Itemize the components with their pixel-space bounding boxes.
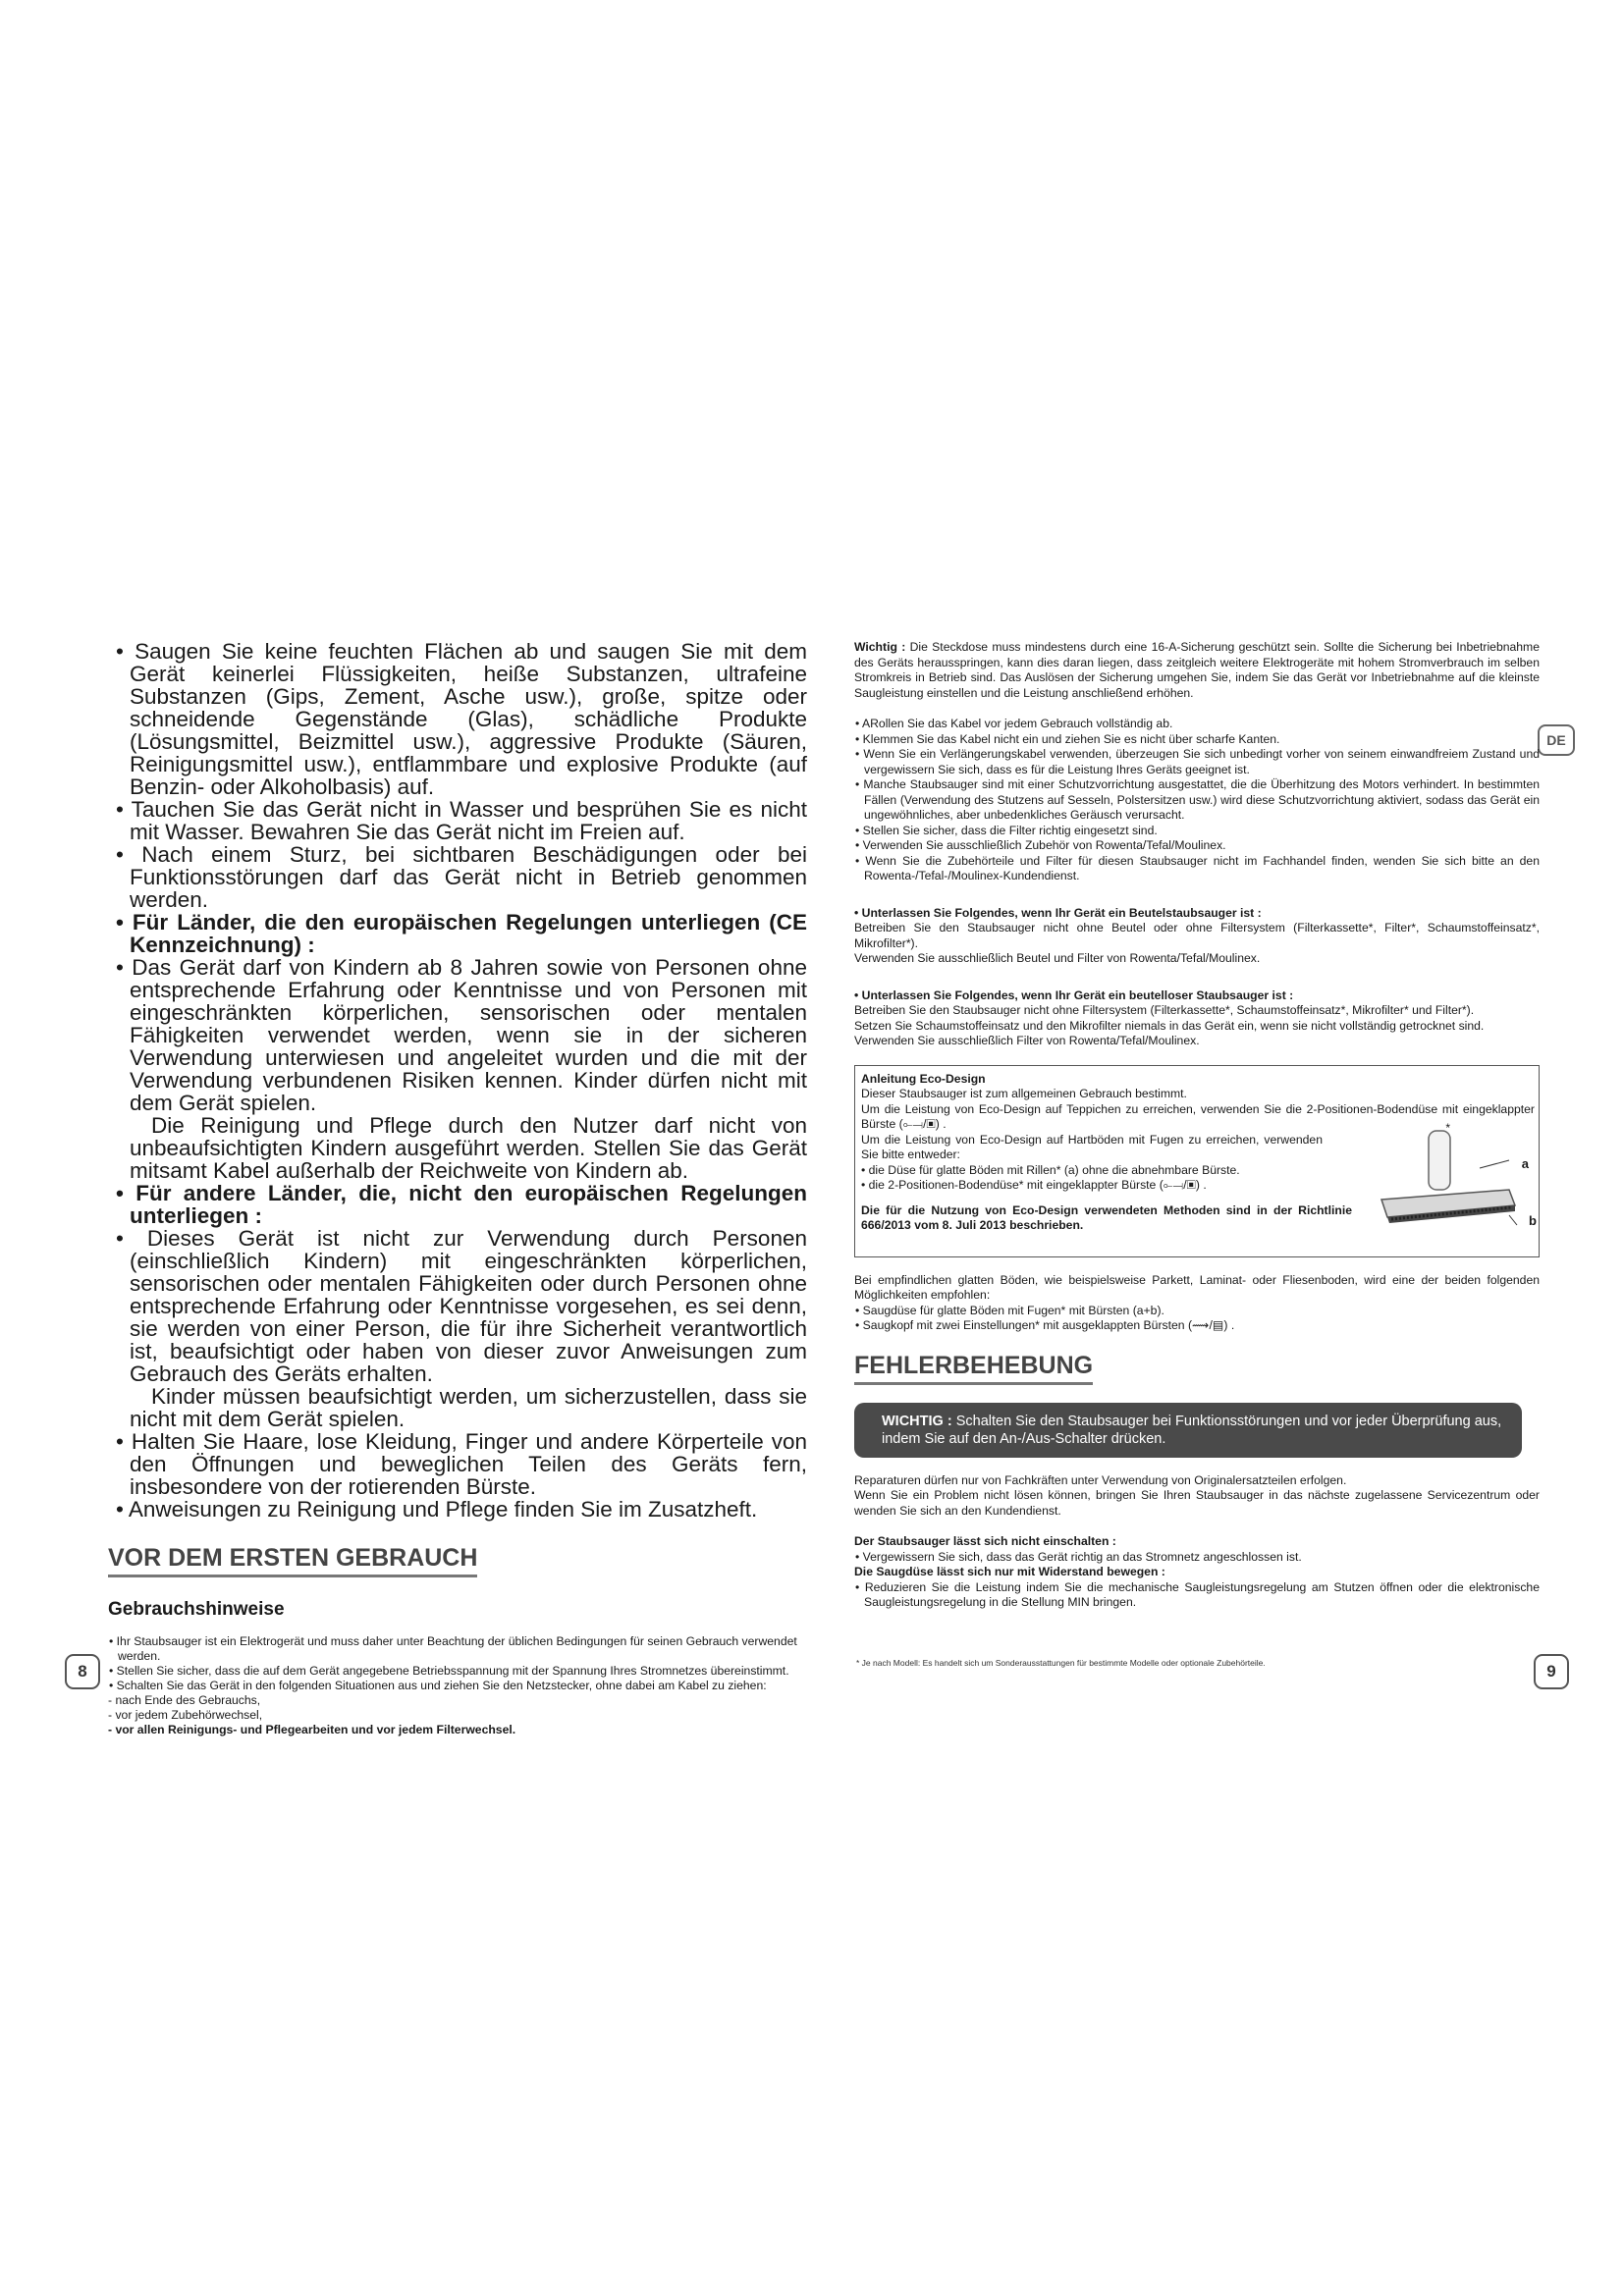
usage-sub-item: - vor allen Reinigungs- und Pflegearbeiten und vor jedem Filterwechsel. (108, 1723, 516, 1736)
wichtig-label: Wichtig : (854, 640, 906, 654)
label-b: b (1529, 1212, 1537, 1228)
safety-item: • Tauchen Sie das Gerät nicht in Wasser und besprühen Sie es nicht mit Wasser. Bewahren Sie das Gerät nicht im Freien auf. (116, 797, 808, 844)
list-item: • ARollen Sie das Kabel vor jedem Gebrauch vollständig ab. (855, 717, 1173, 730)
usage-text: Stellen Sie sicher, dass die auf dem Gerät angegebene Betriebsspannung mit der Spannung Ihres Stromnetzes übereinstimmt. (116, 1664, 789, 1678)
safety-item: • Dieses Gerät ist nicht zur Verwendung durch Personen (einschließlich Kindern) mit eingeschränkten körperlichen, sensorischen oder mentalen Fähigkeiten oder durch Personen ohne entsprechende Erfahrung oder Kenntnisse vorgesehen, es sei denn, sie werden von einer Person, die für ihre Sicherheit verantwortlich ist, beaufsichtigt oder haben von dieser zuvor Anweisungen zum Gebrauch des Geräts erhalten. (116, 1226, 807, 1386)
safety-text: Anweisungen zu Reinigung und Pflege finden Sie im Zusatzheft. (128, 1497, 758, 1522)
safety-instructions (108, 640, 807, 1521)
floor-nozzle-illustration-icon (1372, 1129, 1519, 1247)
list-text: Wenn Sie ein Verlängerungskabel verwenden, überzeugen Sie sich unbedingt vorher von seinem einwandfreiem Zustand und vergewissern Sie sich, dass es für die Leistung Ihres Geräts geeignet ist. (863, 747, 1541, 776)
bagless-section (854, 988, 1540, 1049)
wichtig-text: Die Steckdose muss mindestens durch eine 16-A-Sicherung geschützt sein. Sollte die Sicherung bei Inbetriebnahme des Geräts herausspringen, kann dies daran liegen, dass zeitgleich weitere Elektrogeräte mit hohem Stromverbrauch im selben Stromkreis in Betrieb sind. Das Auslösen der Sicherung umgehen Sie, indem Sie das Gerät vor Inbetriebnahme auf die kleinste Saugleistung einstellen und die Leistung anschließend erhöhen. (854, 640, 1540, 700)
usage-item: • Ihr Staubsauger ist ein Elektrogerät und muss daher unter Beachtung der üblichen Bedingungen für seinen Gebrauch verwendet werden. (109, 1634, 797, 1663)
safety-item: • Anweisungen zu Reinigung und Pflege finden Sie im Zusatzheft. (116, 1497, 758, 1522)
eco-item: • die 2-Positionen-Bodendüse* mit eingeklappter Bürste (⟜⟞/▣) . (861, 1178, 1207, 1192)
list-item: • Wenn Sie ein Verlängerungskabel verwenden, überzeugen Sie sich unbedingt vorher von seinem einwandfreiem Zustand und vergewissern Sie sich, dass es für die Leistung Ihres Geräts geeignet ist. (855, 747, 1541, 776)
safety-heading-other: • Für andere Länder, die, nicht den europäischen Regelungen unterliegen : (116, 1181, 807, 1228)
usage-sub-item: - vor jedem Zubehörwechsel, (108, 1708, 263, 1722)
right-page (854, 640, 1540, 1611)
repair-section (854, 1473, 1540, 1520)
eco-item-text: die Düse für glatte Böden mit Rillen* (a) ohne die abnehmbare Bürste. (868, 1162, 1240, 1177)
list-text: Stellen Sie sicher, dass die Filter richtig eingesetzt sind. (862, 823, 1158, 837)
list-item: • Wenn Sie die Zubehörteile und Filter für diesen Staubsauger nicht im Fachhandel finden, wenden Sie sich bitte an den Rowenta-/Tefal-/Moulinex-Kundendienst. (855, 853, 1540, 882)
safety-item: • Das Gerät darf von Kindern ab 8 Jahren sowie von Personen ohne entsprechende Erfahrung oder Kenntnisse und von Personen mit eingeschränkten körperlichen, sensorischen oder mentalen Fähigkeiten verwendet werden, wenn sie in der sicheren Verwendung unterwiesen und angeleitet wurden und die mit der Verwendung verbundenen Risiken kennen. Kinder dürfen nicht mit dem Gerät spielen. (116, 955, 807, 1115)
list-item: • Verwenden Sie ausschließlich Zubehör von Rowenta/Tefal/Moulinex. (855, 838, 1226, 852)
footnote: * Je nach Modell: Es handelt sich um Sonderausstattungen für bestimmte Modelle oder optionale Zubehörteile. (856, 1658, 1266, 1668)
repair-text: Wenn Sie ein Problem nicht lösen können, bringen Sie Ihren Staubsauger in das nächste zugelassene Servicezentrum oder wenden Sie sich an den Kundendienst. (854, 1488, 1540, 1518)
usage-list-right (854, 717, 1540, 884)
faq-answer: • Vergewissern Sie sich, dass das Gerät richtig an das Stromnetz angeschlossen ist. (855, 1549, 1302, 1564)
faq-answer-text: Vergewissern Sie sich, dass das Gerät richtig an das Stromnetz angeschlossen ist. (862, 1549, 1302, 1564)
sub-title: Gebrauchshinweise (108, 1599, 285, 1620)
bagless-text: Betreiben Sie den Staubsauger nicht ohne Filtersystem (Filterkassette*, Schaumstoffeinsatz*, Mikrofilter* und Filter*). (854, 1003, 1475, 1017)
list-text: Manche Staubsauger sind mit einer Schutzvorrichtung ausgestattet, die die Überhitzung des Motors verhindert. In bestimmten Fällen (Verwendung des Stutzens auf Sesseln, Polstersitzen usw.) wird diese Schutzvorrichtung aktiviert, sodass das Gerät ein ungewöhnliches, aber unbedenkliches Geräusch verursacht. (863, 777, 1540, 822)
bag-title-text: Unterlassen Sie Folgendes, wenn Ihr Gerät ein Beutelstaubsauger ist : (861, 905, 1262, 920)
brush-symbol-icon: ⟜⟞/▣ (902, 1117, 936, 1131)
label-a: a (1521, 1155, 1529, 1171)
brush-symbol-icon: ⟜⟞/▣ (1163, 1178, 1196, 1192)
page-number-right: 9 (1534, 1654, 1569, 1689)
repair-text: Reparaturen dürfen nur von Fachkräften unter Verwendung von Originalersatzteilen erfolgen. (854, 1472, 1347, 1487)
eco-text: Dieser Staubsauger ist zum allgemeinen Gebrauch bestimmt. (861, 1087, 1187, 1100)
bagless-title-text: Unterlassen Sie Folgendes, wenn Ihr Gerät ein beutelloser Staubsauger ist : (861, 988, 1294, 1002)
brush-symbol-icon: ⟿/▤ (1192, 1318, 1224, 1332)
list-text: Wenn Sie die Zubehörteile und Filter für diesen Staubsauger nicht im Fachhandel finden, wenden Sie sich bitte an den Rowenta-/Tefal-/Moulinex-Kundendienst. (864, 853, 1540, 882)
safety-continuation (108, 1385, 807, 1430)
usage-item: • Schalten Sie das Gerät in den folgenden Situationen aus und ziehen Sie den Netzstecker, ohne dabei am Kabel zu ziehen: (109, 1679, 767, 1692)
usage-sub-item: - nach Ende des Gebrauchs, (108, 1693, 261, 1707)
faq-answer-text: Reduzieren Sie die Leistung indem Sie die mechanische Saugleistungsregelung am Stutzen öffnen oder die elektronische Saugleistungsregelung in die Stellung MIN bringen. (864, 1579, 1540, 1609)
eco-directive: Die für die Nutzung von Eco-Design verwendeten Methoden sind in der Richtlinie 666/2013 vom 8. Juli 2013 beschrieben. (861, 1202, 1352, 1232)
warning-label: WICHTIG : (882, 1413, 952, 1429)
list-item: • Klemmen Sie das Kabel nicht ein und ziehen Sie es nicht über scharfe Kanten. (855, 731, 1280, 746)
safety-text: Das Gerät darf von Kindern ab 8 Jahren sowie von Personen ohne entsprechende Erfahrung oder Kenntnisse und von Personen mit eingeschränkten körperlichen, sensorischen oder mentalen Fähigkeiten verwendet werden, wenn sie in der sicheren Verwendung unterwiesen und angeleitet wurden und die mit der Verwendung verbundenen Risiken kennen. Kinder dürfen nicht mit dem Gerät spielen. (130, 955, 807, 1115)
list-text: Klemmen Sie das Kabel nicht ein und ziehen Sie es nicht über scharfe Kanten. (862, 731, 1280, 746)
faq-question-text: Der Staubsauger lässt sich nicht einschalten : (854, 1534, 1116, 1548)
safety-text: Dieses Gerät ist nicht zur Verwendung durch Personen (einschließlich Kindern) mit eingeschränkten körperlichen, sensorischen oder mentalen Fähigkeiten oder durch Personen ohne entsprechende Erfahrung oder Kenntnisse vorgesehen, es sei denn, sie werden von einer Person, die für ihre Sicherheit verantwortlich ist, beaufsichtigt oder haben von dieser zuvor Anweisungen zum Gebrauch des Geräts erhalten. (130, 1226, 807, 1386)
warning-banner (854, 1403, 1522, 1458)
eco-design-box (854, 1065, 1540, 1257)
star-label: * (1445, 1120, 1450, 1135)
smooth-text: Bei empfindlichen glatten Böden, wie beispielsweise Parkett, Laminat- oder Fliesenboden, wird eine der beiden folgenden Möglichkeiten empfohlen: (854, 1272, 1540, 1302)
bagless-title: • Unterlassen Sie Folgendes, wenn Ihr Gerät ein beutelloser Staubsauger ist : (854, 988, 1294, 1002)
usage-list (108, 1634, 807, 1737)
safety-text: Saugen Sie keine feuchten Flächen ab und saugen Sie mit dem Gerät keinerlei Flüssigkeiten, heiße Substanzen, ultrafeine Substanzen (Gips, Zement, Asche usw.), große, spitze oder schneidende Gegenstände (Glas), schädliche Produkte (Lösungsmittel, Beizmittel usw.), aggressive Produkte (Säuren, Reinigungsmittel usw.), entflammbare und explosive Produkte (auf Benzin- oder Alkoholbasis) auf. (130, 639, 807, 799)
bagless-text: Verwenden Sie ausschließlich Filter von Rowenta/Tefal/Moulinex. (854, 1034, 1200, 1047)
usage-text: Ihr Staubsauger ist ein Elektrogerät und muss daher unter Beachtung der üblichen Bedingungen für seinen Gebrauch verwendet werden. (116, 1634, 797, 1663)
safety-item: • Saugen Sie keine feuchten Flächen ab und saugen Sie mit dem Gerät keinerlei Flüssigkeiten, heiße Substanzen, ultrafeine Substanzen (Gips, Zement, Asche usw.), große, spitze oder schneidende Gegenstände (Glas), schädliche Produkte (Lösungsmittel, Beizmittel usw.), aggressive Produkte (Säuren, Reinigungsmittel usw.), entflammbare und explosive Produkte (auf Benzin- oder Alkoholbasis) auf. (116, 639, 807, 799)
eco-title: Anleitung Eco-Design (861, 1071, 986, 1086)
bag-section (854, 906, 1540, 967)
list-item: • Manche Staubsauger sind mit einer Schutzvorrichtung ausgestattet, die die Überhitzung des Motors verhindert. In bestimmten Fällen (Verwendung des Stutzens auf Sesseln, Polstersitzen usw.) wird diese Schutzvorrichtung aktiviert, sodass das Gerät ein ungewöhnliches, aber unbedenkliches Geräusch verursacht. (855, 777, 1540, 822)
usage-text: Schalten Sie das Gerät in den folgenden Situationen aus und ziehen Sie den Netzstecker, ohne dabei am Kabel zu ziehen: (116, 1679, 767, 1692)
safety-text: Für Länder, die den europäischen Regelungen unterliegen (CE Kennzeichnung) : (130, 910, 807, 957)
smooth-item: • Saugkopf mit zwei Einstellungen* mit ausgeklappten Bürsten (⟿/▤) . (855, 1318, 1235, 1332)
list-text: Verwenden Sie ausschließlich Zubehör von Rowenta/Tefal/Moulinex. (862, 838, 1226, 852)
eco-item-text: die 2-Positionen-Bodendüse* mit eingeklappter Bürste (868, 1178, 1157, 1192)
page-number-left: 8 (65, 1654, 100, 1689)
bag-text: Betreiben Sie den Staubsauger nicht ohne Beutel oder ohne Filtersystem (Filterkassette*, Filter*, Schaumstoffeinsatz*, Mikrofilter*). (854, 921, 1540, 950)
safety-text: Für andere Länder, die, nicht den europäischen Regelungen unterliegen : (130, 1181, 807, 1228)
bagless-text: Setzen Sie Schaumstoffeinsatz und den Mikrofilter niemals in das Gerät ein, wenn sie nicht vollständig getrocknet sind. (854, 1018, 1485, 1033)
smooth-item-text: Saugkopf mit zwei Einstellungen* mit ausgeklappten Bürsten (862, 1318, 1185, 1332)
faq-question-text: Die Saugdüse lässt sich nur mit Widerstand bewegen : (854, 1565, 1165, 1578)
troubleshooting-title: FEHLERBEHEBUNG (854, 1352, 1093, 1385)
bag-text: Verwenden Sie ausschließlich Beutel und Filter von Rowenta/Tefal/Moulinex. (854, 951, 1261, 965)
warning-text: Schalten Sie den Staubsauger bei Funktionsstörungen und vor jeder Überprüfung aus, indem Sie auf den An-/Aus-Schalter drücken. (882, 1413, 1502, 1447)
faq-section (854, 1534, 1540, 1611)
smooth-floor-section (854, 1273, 1540, 1334)
faq-answer: • Reduzieren Sie die Leistung indem Sie die mechanische Saugleistungsregelung am Stutzen öffnen oder die elektronische Saugleistungsregelung in die Stellung MIN bringen. (855, 1579, 1540, 1609)
list-item: • Stellen Sie sicher, dass die Filter richtig eingesetzt sind. (855, 823, 1158, 837)
smooth-item-text: Saugdüse für glatte Böden mit Fugen* mit Bürsten (a+b). (862, 1303, 1164, 1317)
left-page (108, 640, 807, 1737)
eco-text-span: Um die Leistung von Eco-Design auf Teppichen zu erreichen, verwenden Sie die 2-Positionen-Bodendüse mit eingeklappter Bürste (861, 1101, 1535, 1131)
language-badge: DE (1538, 724, 1575, 756)
safety-continuation (108, 1114, 807, 1182)
safety-item: • Nach einem Sturz, bei sichtbaren Beschädigungen oder bei Funktionsstörungen darf das Gerät nicht in Betrieb genommen werden. (116, 842, 807, 912)
faq-question (854, 1534, 1540, 1550)
safety-text: Nach einem Sturz, bei sichtbaren Beschädigungen oder bei Funktionsstörungen darf das Gerät nicht in Betrieb genommen werden. (130, 842, 807, 912)
safety-text: Tauchen Sie das Gerät nicht in Wasser und besprühen Sie es nicht mit Wasser. Bewahren Sie das Gerät nicht im Freien auf. (130, 797, 808, 844)
bag-title: • Unterlassen Sie Folgendes, wenn Ihr Gerät ein Beutelstaubsauger ist : (854, 905, 1262, 920)
safety-text: Die Reinigung und Pflege durch den Nutzer darf nicht von unbeaufsichtigten Kindern ausgeführt werden. Stellen Sie das Gerät mitsamt Kabel außerhalb der Reichweite von Kindern ab. (130, 1113, 807, 1183)
smooth-item: • Saugdüse für glatte Böden mit Fugen* mit Bürsten (a+b). (855, 1303, 1164, 1317)
safety-item: • Halten Sie Haare, lose Kleidung, Finger und andere Körperteile von den Öffnungen und beweglichen Teilen des Geräts fern, insbesondere von der rotierenden Bürste. (116, 1429, 807, 1499)
eco-item: • die Düse für glatte Böden mit Rillen* (a) ohne die abnehmbare Bürste. (861, 1162, 1240, 1177)
eco-text: Um die Leistung von Eco-Design auf Hartböden mit Fugen zu erreichen, verwenden Sie bitte entweder: (861, 1132, 1323, 1161)
eco-text: Um die Leistung von Eco-Design auf Teppichen zu erreichen, verwenden Sie die 2-Positionen-Bodendüse mit eingeklappter Bürste (⟜⟞/▣) . (861, 1101, 1535, 1131)
safety-text: Halten Sie Haare, lose Kleidung, Finger und andere Körperteile von den Öffnungen und beweglichen Teilen des Geräts fern, insbesondere von der rotierenden Bürste. (130, 1429, 807, 1499)
safety-text: Kinder müssen beaufsichtigt werden, um sicherzustellen, dass sie nicht mit dem Gerät spielen. (130, 1384, 807, 1431)
wichtig-note (854, 640, 1540, 701)
faq-question (854, 1565, 1540, 1580)
usage-item: • Stellen Sie sicher, dass die auf dem Gerät angegebene Betriebsspannung mit der Spannung Ihres Stromnetzes übereinstimmt. (109, 1664, 789, 1678)
section-title: VOR DEM ERSTEN GEBRAUCH (108, 1544, 477, 1577)
safety-heading-eu: • Für Länder, die den europäischen Regelungen unterliegen (CE Kennzeichnung) : (116, 910, 807, 957)
list-text: ARollen Sie das Kabel vor jedem Gebrauch vollständig ab. (861, 717, 1173, 730)
